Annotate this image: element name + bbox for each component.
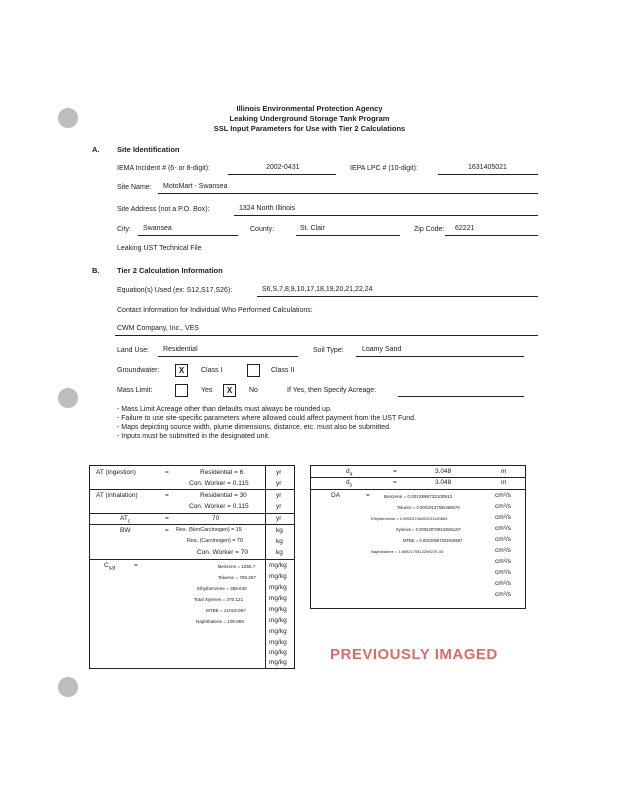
- no-label: No: [249, 387, 258, 394]
- at-inhalation-label: AT (inhalation): [96, 492, 138, 499]
- unit-yr: yr: [276, 492, 282, 499]
- bw-label: BW: [120, 527, 131, 534]
- program-title: Leaking Underground Storage Tank Program: [229, 114, 390, 123]
- mass-limit-no-checkbox[interactable]: X: [223, 384, 236, 397]
- bw-carcinogen: Res. (Carcinogen) = 70: [187, 538, 243, 544]
- ds-label: $d_s$: [346, 479, 353, 489]
- csat-benzene: Benzene = 1255.7: [218, 564, 256, 569]
- incident-field[interactable]: 2002-0431: [266, 164, 300, 171]
- unit-mgkg: mg/kg: [269, 606, 287, 613]
- contact-label: Contact Information for Individual Who Performed Calculations:: [117, 307, 313, 314]
- unit-yr: yr: [276, 503, 282, 510]
- at-ingestion-con-worker: Con. Worker = 0.115: [189, 480, 249, 487]
- at-ingestion-label: AT (ingestion): [96, 469, 136, 476]
- DA-eq: =: [366, 492, 370, 499]
- unit-cm2s: cm²/s: [495, 558, 511, 565]
- csat-mtbe: MTBE = 21018.067: [206, 608, 246, 613]
- DA-benzene: Benzene = 0.0012896732100913: [384, 494, 453, 499]
- unit-kg: kg: [276, 527, 283, 534]
- unit-mgkg: mg/kg: [269, 617, 287, 624]
- bw-eq: =: [165, 527, 169, 534]
- technical-file-label: Leaking UST Technical File: [117, 245, 202, 252]
- zip-field[interactable]: 62221: [455, 225, 475, 232]
- unit-yr: yr: [276, 515, 282, 522]
- ds-value: 3.048: [435, 479, 452, 486]
- yes-label: Yes: [201, 387, 213, 394]
- left-parameter-table: [89, 465, 295, 669]
- at-inhalation-con-worker: Con. Worker = 0.115: [189, 503, 249, 510]
- unit-cm2s: cm²/s: [495, 580, 511, 587]
- unit-cm2s: cm²/s: [495, 591, 511, 598]
- lpc-label: IEPA LPC # (10-digit):: [350, 165, 418, 172]
- site-address-field[interactable]: 1324 North Illinois: [239, 205, 296, 212]
- at-inhalation-residential: Residential = 30: [200, 492, 247, 499]
- incident-label: IEMA Incident # (6- or 8-digit):: [117, 165, 210, 172]
- land-use-field[interactable]: Residential: [163, 346, 198, 353]
- unit-cm2s: cm²/s: [495, 525, 511, 532]
- previously-imaged-stamp: PREVIOUSLY IMAGED: [330, 646, 498, 663]
- zip-label: Zip Code:: [414, 226, 445, 233]
- unit-mgkg: mg/kg: [269, 639, 287, 646]
- class2-checkbox[interactable]: [247, 364, 260, 377]
- unit-mgkg: mg/kg: [269, 573, 287, 580]
- da-label: $d_a$: [346, 468, 353, 478]
- punch-hole-middle: [58, 388, 78, 408]
- DA-toluene: Toluene = 0.00019137592468679: [397, 505, 460, 510]
- atc-eq: =: [165, 515, 169, 522]
- contact-field[interactable]: CWM Company, Inc., VES: [117, 325, 199, 332]
- ds-eq: =: [393, 479, 397, 486]
- lpc-field[interactable]: 1631405021: [468, 164, 507, 171]
- section-b-letter: B.: [92, 266, 100, 275]
- DA-mtbe: MTBE = 0.00220967302819697: [403, 538, 463, 543]
- note-4: - Inputs must be submitted in the designated unit.: [117, 433, 270, 440]
- site-address-label: Site Address (not a P.O. Box):: [117, 206, 210, 213]
- unit-yr: yr: [276, 480, 282, 487]
- class1-label: Class I: [201, 367, 223, 374]
- land-use-label: Land Use:: [117, 347, 149, 354]
- unit-mgkg: mg/kg: [269, 649, 287, 656]
- right-parameter-table: [310, 465, 526, 609]
- unit-kg: kg: [276, 549, 283, 556]
- equations-field[interactable]: S6,S,7,8,9,10,17,18,19,20,21,22,24: [262, 286, 373, 293]
- note-2: - Failure to use site-specific parameters where allowed could affect payment from the UST Fund.: [117, 415, 416, 422]
- agency-title: Illinois Environmental Protection Agency: [236, 104, 383, 113]
- city-field[interactable]: Swansea: [143, 225, 172, 232]
- mass-limit-label: Mass Limit:: [117, 387, 153, 394]
- csat-naphthalene: Naphthalene = 100.868: [196, 619, 244, 624]
- unit-cm2s: cm²/s: [495, 547, 511, 554]
- acreage-label: If Yes, then Specify Acreage:: [287, 387, 377, 394]
- unit-mgkg: mg/kg: [269, 628, 287, 635]
- csat-ethylbenzene: Ethylbenzene = 389.639: [197, 586, 247, 591]
- unit-yr: yr: [276, 469, 282, 476]
- equations-label: Equation(s) Used (ex: S12,S17,S26):: [117, 287, 233, 294]
- class1-checkbox[interactable]: X: [175, 364, 188, 377]
- section-a-letter: A.: [92, 145, 100, 154]
- section-b-title: Tier 2 Calculation Information: [117, 266, 223, 275]
- county-field[interactable]: St. Clair: [300, 225, 325, 232]
- punch-hole-bottom: [58, 677, 78, 697]
- unit-cm2s: cm²/s: [495, 569, 511, 576]
- unit-mgkg: mg/kg: [269, 584, 287, 591]
- unit-m: m: [501, 468, 507, 475]
- section-a-title: Site Identification: [117, 145, 180, 154]
- site-name-field[interactable]: MotoMart - Swansea: [163, 183, 228, 190]
- unit-cm2s: cm²/s: [495, 536, 511, 543]
- csat-label: $C_{sat}$: [104, 562, 116, 572]
- soil-type-field[interactable]: Loamy Sand: [362, 346, 402, 353]
- unit-kg: kg: [276, 538, 283, 545]
- DA-xylenes: Xylenes = 0.000229709434581197: [396, 527, 461, 532]
- da-eq: =: [393, 468, 397, 475]
- at-ingestion-eq: =: [165, 469, 169, 476]
- bw-con-worker: Con. Worker = 70: [197, 549, 249, 556]
- groundwater-label: Groundwater:: [117, 367, 160, 374]
- csat-eq: =: [134, 562, 138, 569]
- DA-label: DA: [331, 492, 341, 499]
- form-title: SSL Input Parameters for Use with Tier 2 Calculations: [213, 124, 406, 133]
- atc-value: 70: [212, 515, 220, 522]
- unit-m: m: [501, 479, 507, 486]
- unit-cm2s: cm²/s: [495, 503, 511, 510]
- csat-total-xylenes: Total Xylenes = 370.121: [194, 597, 244, 602]
- unit-mgkg: mg/kg: [269, 595, 287, 602]
- unit-cm2s: cm²/s: [495, 492, 511, 499]
- class2-label: Class II: [271, 367, 295, 374]
- da-value: 3.048: [435, 468, 452, 475]
- DA-naphthalene: Naphthalene = 1.669217081225927E-05: [371, 549, 444, 554]
- DA-ethylbenzene: Ethylbenzene = 0.00024746393231120863: [371, 516, 448, 521]
- bw-noncarcinogen: Res. (NonCarcinogen) = 15: [176, 527, 242, 533]
- csat-toluene: Toluene = 708.287: [218, 575, 256, 580]
- at-inhalation-eq: =: [165, 492, 169, 499]
- atc-label: $AT_c$: [120, 515, 131, 525]
- note-1: - Mass Limit Acreage other than defaults must always be rounded up.: [117, 406, 332, 413]
- soil-type-label: Soil Type:: [313, 347, 344, 354]
- unit-cm2s: cm²/s: [495, 514, 511, 521]
- county-label: County:: [250, 226, 275, 233]
- at-ingestion-residential: Residential = 6: [200, 469, 244, 476]
- unit-mgkg: mg/kg: [269, 562, 287, 569]
- unit-mgkg: mg/kg: [269, 659, 287, 666]
- city-label: City:: [117, 226, 131, 233]
- site-name-label: Site Name:: [117, 184, 152, 191]
- note-3: - Maps depicting source width, plume dimensions, distance, etc. must also be submitted.: [117, 424, 391, 431]
- mass-limit-yes-checkbox[interactable]: [175, 384, 188, 397]
